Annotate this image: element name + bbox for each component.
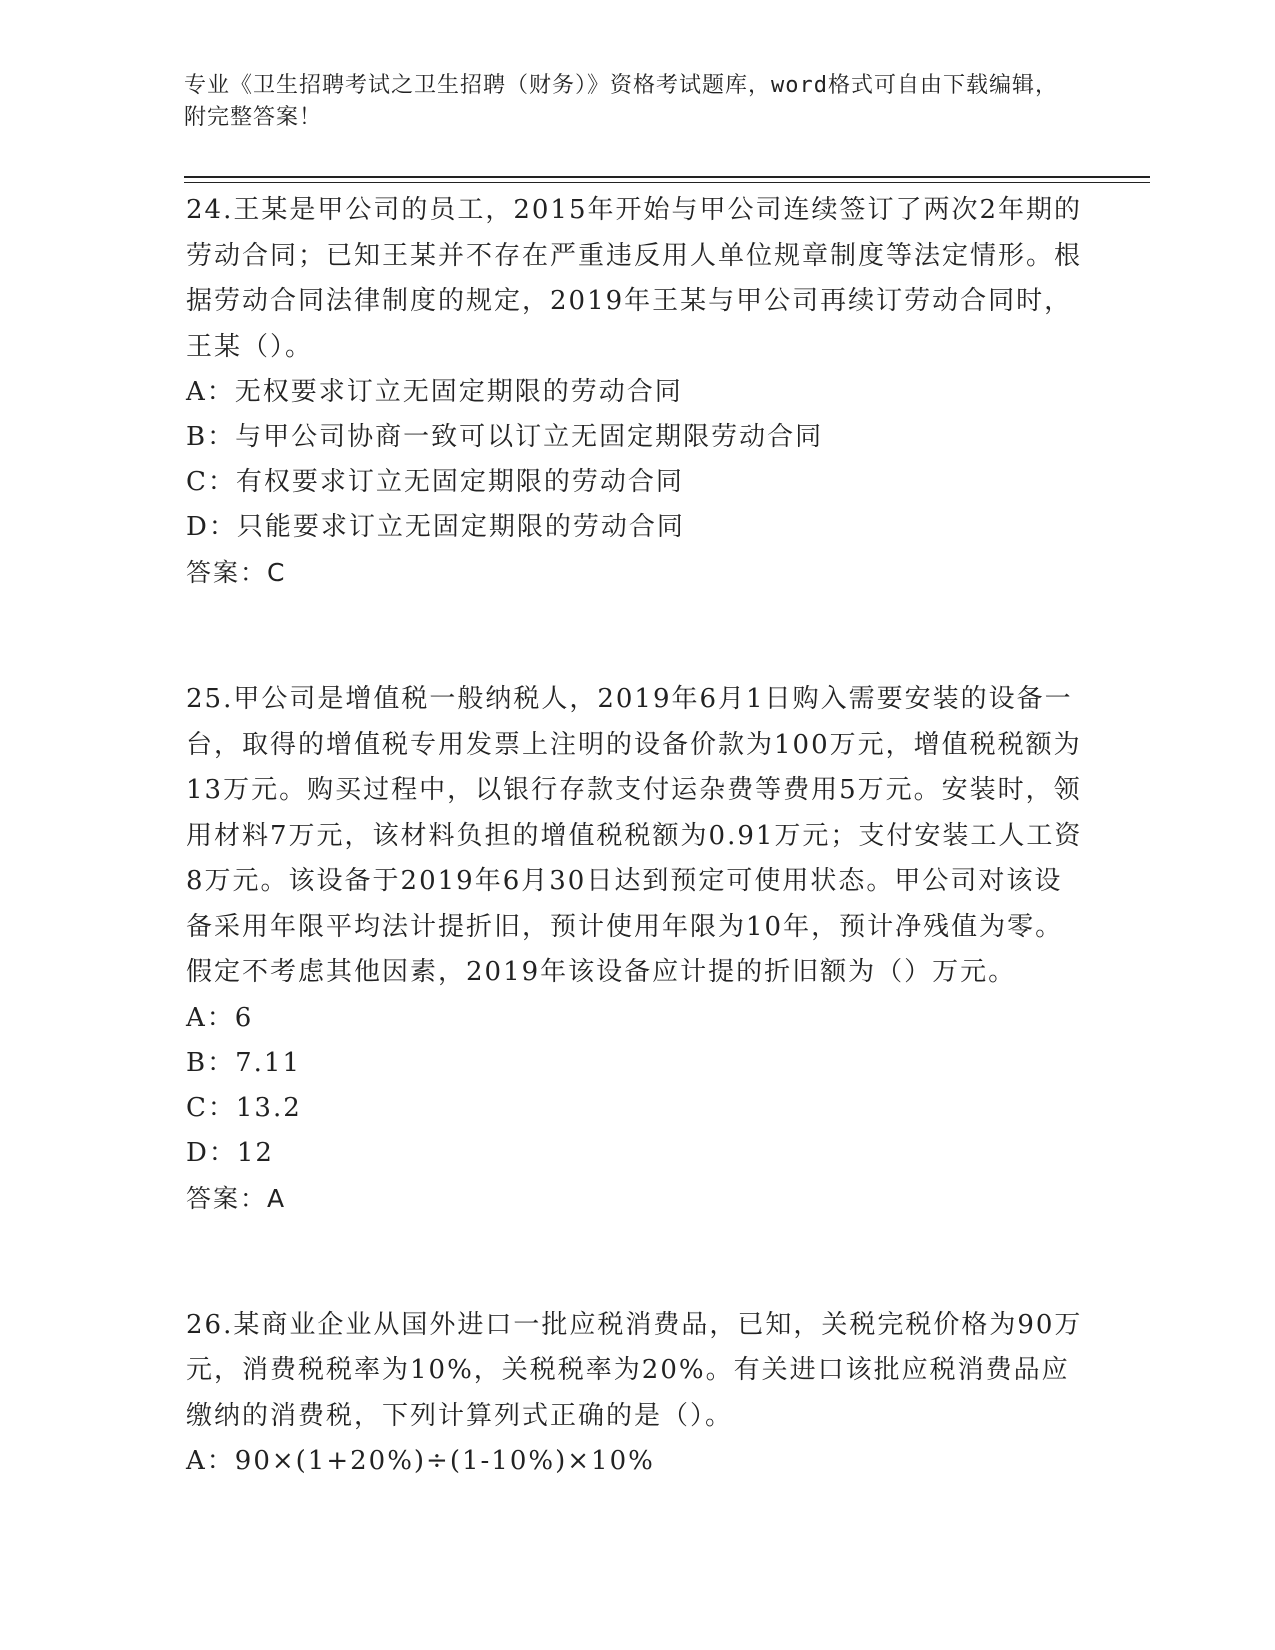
option-b: B：与甲公司协商一致可以订立无固定期限劳动合同 [186, 422, 824, 452]
option-a: A：90×(1+20%)÷(1-10%)×10% [186, 1446, 655, 1476]
option-a: A：无权要求订立无固定期限的劳动合同 [186, 377, 683, 407]
question-spacer [186, 1221, 1086, 1303]
question-spacer [186, 595, 1086, 677]
option-b: B：7.11 [186, 1047, 301, 1078]
option-a: A：6 [186, 1002, 254, 1033]
question-24 [186, 188, 1086, 595]
question-list [186, 188, 1086, 1484]
option-c: C：有权要求订立无固定期限的劳动合同 [186, 467, 684, 497]
header-divider-thick [184, 176, 1150, 178]
question-25 [186, 677, 1086, 1221]
answer: 答案：A [186, 1183, 287, 1213]
question-26 [186, 1303, 1086, 1485]
question-text: 24.王某是甲公司的员工，2015年开始与甲公司连续签订了两次2年期的劳动合同；已知王某并不存在严重违反用人单位规章制度等法定情形。根据劳动合同法律制度的规定，2019年王某与甲公司再续订劳动合同时，王某（）。 [186, 195, 1083, 362]
option-d: D：只能要求订立无固定期限的劳动合同 [186, 512, 685, 542]
answer: 答案：C [186, 558, 287, 587]
question-text: 26.某商业企业从国外进口一批应税消费品，已知，关税完税价格为90万元，消费税税率为10%，关税税率为20%。有关进口该批应税消费品应缴纳的消费税，下列计算列式正确的是（）。 [186, 1309, 1083, 1431]
option-c: C：13.2 [186, 1092, 302, 1123]
document-header: 专业《卫生招聘考试之卫生招聘（财务）》资格考试题库，word格式可自由下载编辑，附完整答案！ [184, 73, 1058, 130]
question-text: 25.甲公司是增值税一般纳税人，2019年6月1日购入需要安装的设备一台，取得的增值税专用发票上注明的设备价款为100万元，增值税税额为13万元。购买过程中，以银行存款支付运杂费等费用5万元。安装时，领用材料7万元，该材料负担的增值税税额为0.91万元；支付安装工人工资8万元。该设备于2019年6月30日达到预定可使用状态。甲公司对该设备采用年限平均法计提折旧，预计使用年限为10年，预计净残值为零。假定不考虑其他因素，2019年该设备应计提的折旧额为（）万元。 [186, 684, 1083, 987]
header-divider-thin [184, 182, 1150, 183]
option-d: D：12 [186, 1137, 274, 1168]
